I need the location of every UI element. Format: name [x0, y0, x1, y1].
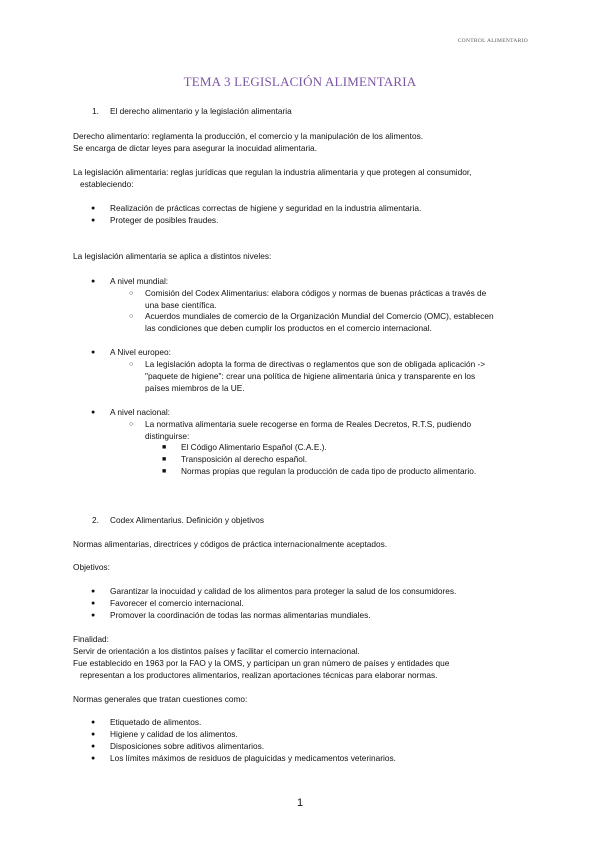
- section-heading: Codex Alimentarius. Definición y objetivos: [110, 515, 265, 525]
- list-item: Higiene y calidad de los alimentos.: [110, 729, 238, 739]
- paragraph-line: Se encarga de dictar leyes para asegurar la inocuidad alimentaria.: [73, 143, 317, 153]
- square-bullet-icon: ■: [162, 468, 167, 475]
- bullet-icon: ●: [91, 278, 96, 285]
- bullet-icon: ●: [91, 409, 96, 416]
- list-item: Comisión del Codex Alimentarius: elabora códigos y normas de buenas prácticas a través de: [145, 288, 487, 298]
- list-item: A nivel nacional:: [110, 407, 170, 417]
- bullet-icon: ●: [91, 205, 96, 212]
- circle-bullet-icon: ○: [129, 361, 134, 368]
- list-item: Disposiciones sobre aditivos alimentarios.: [110, 741, 265, 751]
- bullet-icon: ●: [91, 731, 96, 738]
- paragraph-line: Servir de orientación a los distintos países y facilitar el comercio internacional.: [73, 646, 360, 656]
- list-item: Favorecer el comercio internacional.: [110, 598, 244, 608]
- paragraph-line: La legislación alimentaria se aplica a distintos niveles:: [73, 251, 272, 261]
- list-item: Los límites máximos de residuos de plaguicidas y medicamentos veterinarios.: [110, 753, 396, 763]
- list-item-continuation: "paquete de higiene": crear una política de higiene alimentaria única y transparente en los: [145, 371, 476, 381]
- square-bullet-icon: ■: [162, 456, 167, 463]
- paragraph-label: Finalidad:: [73, 634, 109, 644]
- list-item: La legislación adopta la forma de directivas o reglamentos que son de obligada aplicación ->: [145, 359, 486, 369]
- square-bullet-icon: ■: [162, 444, 167, 451]
- section-heading: El derecho alimentario y la legislación alimentaria: [110, 106, 292, 116]
- list-item: Proteger de posibles fraudes.: [110, 215, 219, 225]
- bullet-icon: ●: [91, 349, 96, 356]
- section-number: 2.: [92, 515, 99, 525]
- circle-bullet-icon: ○: [129, 421, 134, 428]
- bullet-icon: ●: [91, 743, 96, 750]
- paragraph-line: La legislación alimentaria: reglas jurídicas que regulan la industria alimentaria y que protegen al consumidor,: [73, 167, 472, 177]
- page-number: 1: [296, 797, 304, 809]
- list-item: Realización de prácticas correctas de higiene y seguridad en la industria alimentaria.: [110, 203, 422, 213]
- bullet-icon: ●: [91, 612, 96, 619]
- list-item: Acuerdos mundiales de comercio de la Organización Mundial del Comercio (OMC), establecen: [145, 311, 494, 321]
- list-item: El Código Alimentario Español (C.A.E.).: [181, 442, 327, 452]
- paragraph-line: estableciendo:: [80, 179, 134, 189]
- section-number: 1.: [92, 106, 99, 116]
- paragraph-line: Normas alimentarias, directrices y códigos de práctica internacionalmente aceptados.: [73, 539, 388, 549]
- bullet-icon: ●: [91, 588, 96, 595]
- list-item: Etiquetado de alimentos.: [110, 717, 202, 727]
- bullet-icon: ●: [91, 600, 96, 607]
- list-item-continuation: una base científica.: [145, 300, 217, 310]
- list-item: Garantizar la inocuidad y calidad de los alimentos para proteger la salud de los consumidores.: [110, 586, 457, 596]
- list-item-continuation: distinguirse:: [145, 431, 190, 441]
- circle-bullet-icon: ○: [129, 290, 134, 297]
- list-item: Transposición al derecho español.: [181, 454, 308, 464]
- list-item-continuation: países miembros de la UE.: [145, 383, 245, 393]
- running-header: CONTROL ALIMENTARIO: [457, 38, 528, 44]
- bullet-icon: ●: [91, 217, 96, 224]
- circle-bullet-icon: ○: [129, 313, 134, 320]
- paragraph-line: Normas generales que tratan cuestiones como:: [73, 694, 248, 704]
- list-item: Normas propias que regulan la producción de cada tipo de producto alimentario.: [181, 466, 477, 476]
- page-title: TEMA 3 LEGISLACIÓN ALIMENTARIA: [183, 74, 417, 89]
- list-item: A Nivel europeo:: [110, 347, 171, 357]
- paragraph-line: Derecho alimentario: reglamenta la producción, el comercio y la manipulación de los alimentos.: [73, 131, 424, 141]
- bullet-icon: ●: [91, 719, 96, 726]
- list-item-continuation: las condiciones que deben cumplir los productos en el comercio internacional.: [145, 323, 432, 333]
- paragraph-label: Objetivos:: [73, 562, 110, 572]
- paragraph-line: Fue establecido en 1963 por la FAO y la OMS, y participan un gran número de países y entidades que: [73, 658, 450, 668]
- list-item: La normativa alimentaria suele recogerse en forma de Reales Decretos, R.T.S, pudiendo: [145, 419, 472, 429]
- bullet-icon: ●: [91, 755, 96, 762]
- list-item: A nivel mundial:: [110, 276, 169, 286]
- paragraph-line: representan a los productores alimentarios, realizan aportaciones técnicas para elaborar normas.: [80, 670, 438, 680]
- list-item: Promover la coordinación de todas las normas alimentarias mundiales.: [110, 610, 371, 620]
